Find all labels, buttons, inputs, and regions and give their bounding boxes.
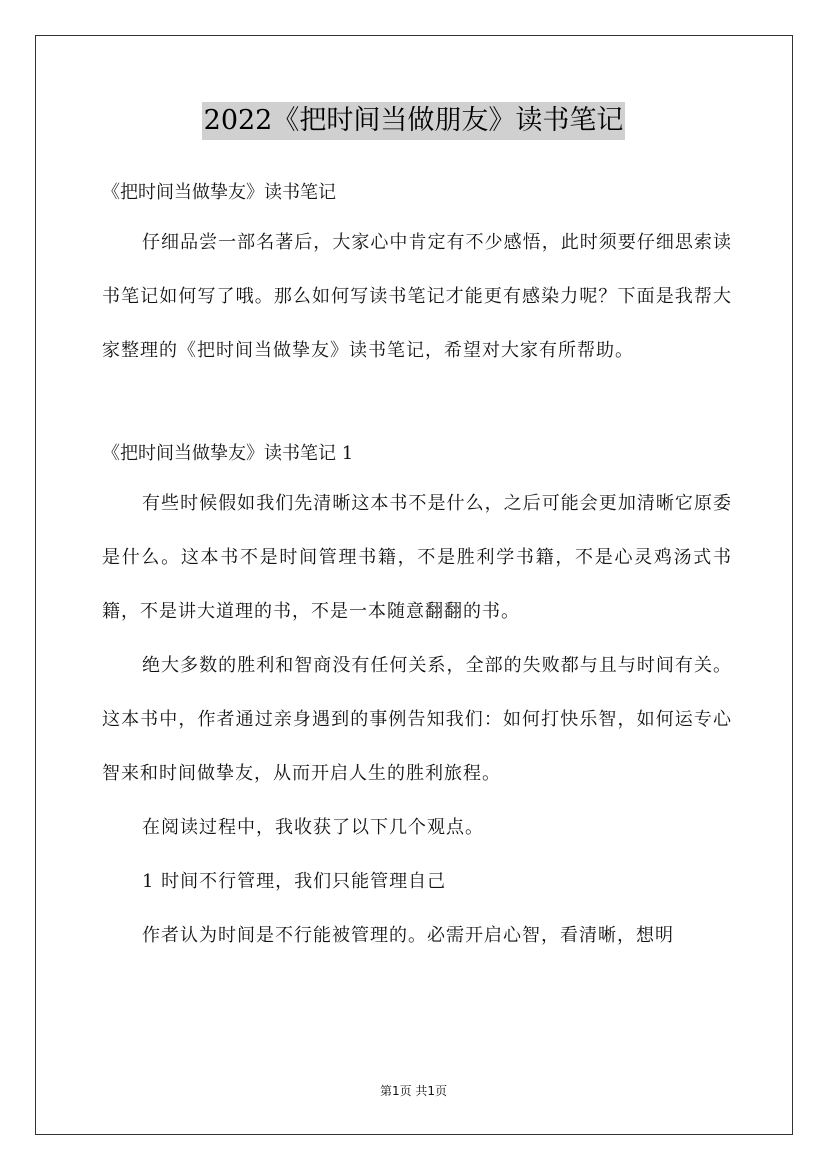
page-footer: 第1页 共1页 <box>379 1084 448 1098</box>
paragraph: 在阅读过程中，我收获了以下几个观点。 <box>142 817 484 838</box>
paragraph: 作者认为时间是不行能被管理的。必需开启心智，看清晰，想明 <box>142 925 674 946</box>
section-heading: 《把时间当做挚友》读书笔记 1 <box>102 443 354 464</box>
title-wrap <box>0 102 827 140</box>
paragraph: 绝大多数的胜利和智商没有任何关系，全部的失败都与且与时间有关。这本书中，作者通过亲身遇到的事例告知我们：如何打快乐智，如何运专心智来和时间做挚友，从而开启人生的胜利旅程。 <box>102 655 732 784</box>
paragraph: 1 时间不行管理，我们只能管理自己 <box>142 871 447 892</box>
paragraph: 仔细品尝一部名著后，大家心中肯定有不少感悟，此时须要仔细思索读书笔记如何写了哦。那么如何写读书笔记才能更有感染力呢？下面是我帮大家整理的《把时间当做挚友》读书笔记，希望对大家有所帮助。 <box>102 232 732 361</box>
section-heading: 《把时间当做挚友》读书笔记 <box>102 182 336 203</box>
paragraph: 有些时候假如我们先清晰这本书不是什么，之后可能会更加清晰它原委是什么。这本书不是时间管理书籍，不是胜利学书籍，不是心灵鸡汤式书籍，不是讲大道理的书，不是一本随意翻翻的书。 <box>102 493 732 622</box>
document-body <box>102 170 732 963</box>
document-title: 2022《把时间当做朋友》读书笔记 <box>202 102 626 140</box>
